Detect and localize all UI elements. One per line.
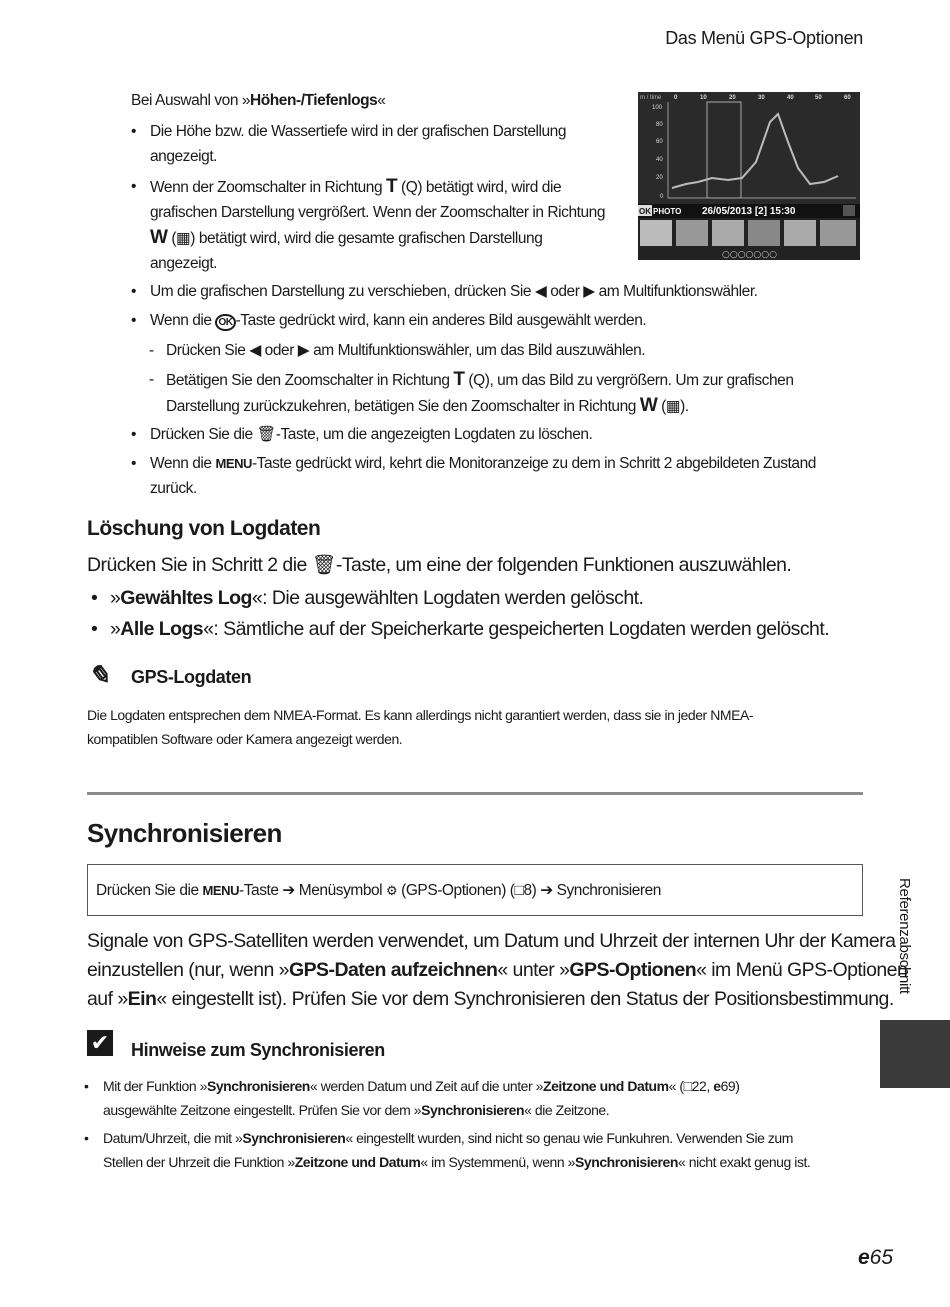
date-text: 26/05/2013 [2] 15:30 bbox=[702, 206, 796, 217]
x-tick: 10 bbox=[700, 95, 707, 101]
bullet-zoom: • Wenn der Zoomschalter in Richtung T (Q) betätigt wird, wird die grafischen Darstellung vergrößert. Wenn der Zoomschalter in Richtung W (▦) betätigt wird, wird die gesamte grafischen Darstellung angezeigt. bbox=[150, 174, 620, 276]
y-tick: 100 bbox=[652, 105, 663, 111]
zoom-wide-icon: W bbox=[150, 227, 168, 248]
zoom-tele-icon: T bbox=[385, 176, 398, 197]
trash-icon: 🗑 bbox=[256, 426, 276, 443]
x-tick: 0 bbox=[674, 95, 678, 101]
left-arrow-icon: ◀ bbox=[249, 342, 261, 359]
right-arrow-icon: ▶ bbox=[583, 283, 595, 300]
note-sync-item-2: • Datum/Uhrzeit, die mit »Synchronisieren« eingestellt wurden, sind nicht so genau wie Funkuhren. Verwenden Sie zum Stellen der Uhrzeit die Funktion »Zeitzone und Datum« im Systemmenü, wenn »Synchronisieren« nicht exakt genug ist. bbox=[103, 1126, 810, 1174]
bullet-ok: • Wenn die OK -Taste gedrückt wird, kann ein anderes Bild ausgewählt werden. bbox=[150, 308, 646, 335]
book-icon: □ bbox=[683, 1078, 692, 1094]
side-section-label: Referenzabschnitt bbox=[896, 878, 913, 994]
note-title-gps-log: GPS-Logdaten bbox=[131, 667, 252, 687]
y-tick: 40 bbox=[656, 157, 663, 163]
menu-path: Drücken Sie die MENU-Taste ➔ Menüsymbol ⚙ (GPS-Optionen) (□8) ➔ Synchronisieren bbox=[96, 882, 661, 899]
bullet-scroll: • Um die grafischen Darstellung zu verschieben, drücken Sie ◀ oder ▶ am Multifunktionswähler. bbox=[150, 279, 758, 304]
bullet-delete: • Drücken Sie die 🗑-Taste, um die angezeigten Logdaten zu löschen. bbox=[150, 422, 592, 447]
dash-zoom: - Betätigen Sie den Zoomschalter in Richtung T (Q), um das Bild zu vergrößern. Um zur grafischen Darstellung zurückzukehren, betätigen Sie den Zoomschalter in Richtung W (▦). bbox=[166, 367, 794, 419]
page-dots: ○○○○○○○ bbox=[722, 250, 777, 260]
book-icon: □ bbox=[514, 882, 524, 899]
right-arrow-icon: ▶ bbox=[297, 342, 310, 359]
zoom-wide-icon: W bbox=[639, 395, 658, 416]
axis-label: m / time bbox=[640, 95, 662, 101]
menu-path-box bbox=[87, 864, 863, 916]
x-tick: 60 bbox=[844, 95, 851, 101]
section-title-sync: Synchronisieren bbox=[87, 818, 282, 848]
option-selected-log: • »Gewähltes Log«: Die ausgewählten Logdaten werden gelöscht. bbox=[110, 584, 643, 613]
bullet-height: • Die Höhe bzw. die Wassertiefe wird in der grafischen Darstellung angezeigt. bbox=[150, 119, 566, 169]
magnify-icon: (Q) bbox=[401, 179, 423, 196]
thumbnail-icon: (▦) bbox=[171, 230, 195, 247]
page-number: e65 bbox=[857, 1246, 893, 1269]
note-gps-log-text: Die Logdaten entsprechen dem NMEA-Format. Es kann allerdings nicht garantiert werden, dass sie in jeder NMEA- kompatiblen Software oder Kamera angezeigt werden. bbox=[87, 707, 754, 747]
thumbnail-strip bbox=[640, 220, 856, 246]
arrow-icon: ➔ bbox=[540, 882, 553, 899]
gps-menu-icon: ⚙ bbox=[386, 883, 398, 898]
x-tick: 20 bbox=[729, 95, 736, 101]
note-title-sync: Hinweise zum Synchronisieren bbox=[131, 1040, 385, 1060]
x-tick: 40 bbox=[787, 95, 794, 101]
zoom-tele-icon: T bbox=[453, 369, 465, 390]
menu-icon: MENU bbox=[215, 456, 252, 471]
intro-line: Bei Auswahl von »Höhen-/Tiefenlogs« bbox=[131, 92, 386, 109]
photo-label: PHOTO bbox=[653, 207, 682, 216]
section-tab bbox=[880, 1020, 950, 1088]
thumbnail-icon: (▦) bbox=[661, 398, 685, 415]
dash-select: - Drücken Sie ◀ oder ▶ am Multifunktionswähler, um das Bild auszuwählen. bbox=[166, 338, 645, 363]
option-all-logs: • »Alle Logs«: Sämtliche auf der Speicherkarte gespeicherten Logdaten werden gelöscht. bbox=[110, 615, 829, 644]
page-header: Das Menü GPS-Optionen bbox=[665, 28, 863, 48]
sync-paragraph: Signale von GPS-Satelliten werden verwendet, um Datum und Uhrzeit der internen Uhr der Kamera einzustellen (nur, wenn »GPS-Daten aufzeichnen« unter »GPS-Optionen« im Menü GPS-Optionen auf »Ein« eingestellt ist). Prüfen Sie vor dem Synchronisieren den Status der Positionsbestimmung. bbox=[87, 930, 908, 1010]
left-arrow-icon: ◀ bbox=[534, 283, 547, 300]
y-tick: 0 bbox=[660, 194, 664, 200]
x-tick: 50 bbox=[815, 95, 822, 101]
ok-label: OK bbox=[639, 207, 651, 216]
section-divider bbox=[87, 792, 863, 795]
trash-icon: 🗑 bbox=[311, 554, 336, 576]
camera-screen-illustration bbox=[638, 92, 860, 260]
e-ref-icon: e bbox=[713, 1078, 721, 1094]
x-tick: 30 bbox=[758, 95, 765, 101]
ok-icon: OK bbox=[215, 314, 235, 331]
e-ref-icon: e bbox=[857, 1246, 870, 1269]
note-sync-item-1: • Mit der Funktion »Synchronisieren« werden Datum und Zeit auf die unter »Zeitzone und Datum« (□22, e69) ausgewählte Zeitzone eingestellt. Prüfen Sie vor dem »Synchronisieren« die Zeitzone. bbox=[103, 1074, 739, 1122]
bullet-menu: • Wenn die MENU-Taste gedrückt wird, kehrt die Monitoranzeige zu dem in Schritt 2 abgebildeten Zustand zurück. bbox=[150, 451, 816, 501]
y-tick: 80 bbox=[656, 122, 663, 128]
y-tick: 60 bbox=[656, 139, 663, 145]
magnify-icon: (Q) bbox=[468, 372, 490, 389]
check-icon: ✔ bbox=[87, 1030, 113, 1056]
arrow-icon: ➔ bbox=[282, 882, 295, 899]
menu-icon: MENU bbox=[202, 883, 240, 898]
section-title-delete: Löschung von Logdaten bbox=[87, 517, 321, 540]
altitude-graph bbox=[638, 92, 860, 260]
y-tick: 20 bbox=[656, 175, 663, 181]
delete-intro: Drücken Sie in Schritt 2 die 🗑-Taste, um eine der folgenden Funktionen auszuwählen. bbox=[87, 554, 792, 576]
pencil-icon: ✎ bbox=[88, 660, 110, 690]
